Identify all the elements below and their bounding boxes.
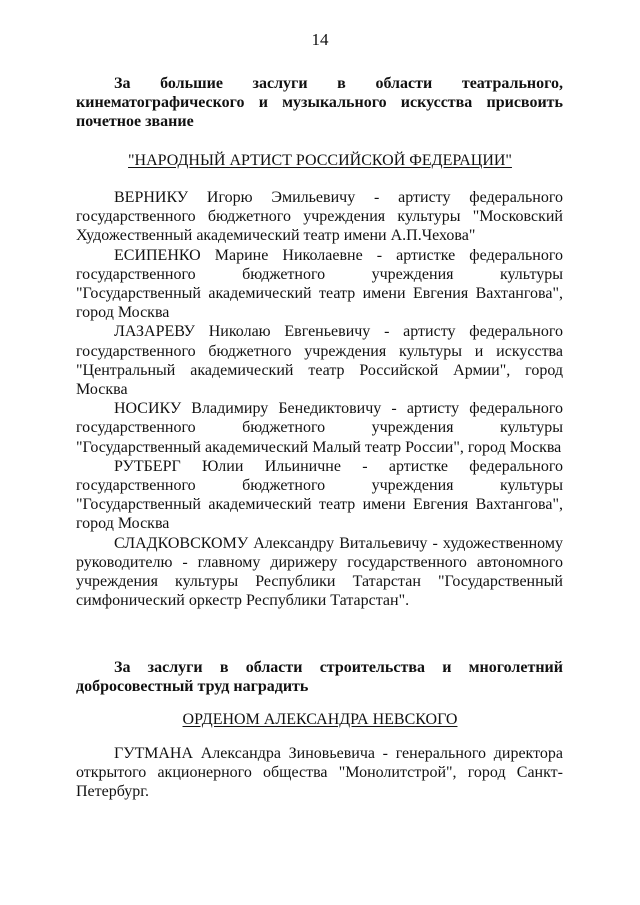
page-number: 14	[311, 30, 329, 49]
award-entry: РУТБЕРГ Юлии Ильиничне - артистке федерального государственного бюджетного учреждения культуры "Государственный академический театр имени Евгения Вахтангова", город Москва	[76, 457, 563, 533]
award-entry: ВЕРНИКУ Игорю Эмильевичу - артисту федерального государственного бюджетного учреждения культуры "Московский Художественный академический театр имени А.П.Чехова"	[76, 189, 563, 245]
section2-intro: За заслуги в области строительства и многолетний добросовестный труд наградить	[76, 659, 563, 696]
section1-title-text: "НАРОДНЫЙ АРТИСТ РОССИЙСКОЙ ФЕДЕРАЦИИ"	[128, 152, 512, 169]
award-entry: НОСИКУ Владимиру Бенедиктовичу - артисту федерального государственного бюджетного учреждения культуры "Государственный академический Малый театр России", город Москва	[76, 400, 563, 456]
section1-title	[0, 152, 640, 170]
award-entry: ЛАЗАРЕВУ Николаю Евгеньевичу - артисту федерального государственного бюджетного учреждения культуры и искусства "Центральный академический театр Российской Армии", город Москва	[76, 323, 563, 399]
section2-title-text: ОРДЕНОМ АЛЕКСАНДРА НЕВСКОГО	[182, 711, 458, 728]
award-entry: ГУТМАНА Александра Зиновьевича - генерального директора открытого акционерного общества "Монолитстрой", город Санкт-Петербург.	[76, 745, 563, 801]
section1-entries	[76, 188, 563, 610]
section1-intro: За большие заслуги в области театрального, кинематографического и музыкального искусства присвоить почетное звание	[76, 75, 563, 131]
award-entry: ЕСИПЕНКО Марине Николаевне - артистке федерального государственного бюджетного учреждения культуры "Государственный академический театр имени Евгения Вахтангова", город Москва	[76, 246, 563, 322]
section2-entries	[76, 744, 563, 802]
award-entry: СЛАДКОВСКОМУ Александру Витальевичу - художественному руководителю - главному дирижеру государственного автономного учреждения культуры Республики Татарстан "Государственный симфонический оркестр Республики Татарстан".	[76, 534, 563, 610]
section2-title	[0, 711, 640, 729]
